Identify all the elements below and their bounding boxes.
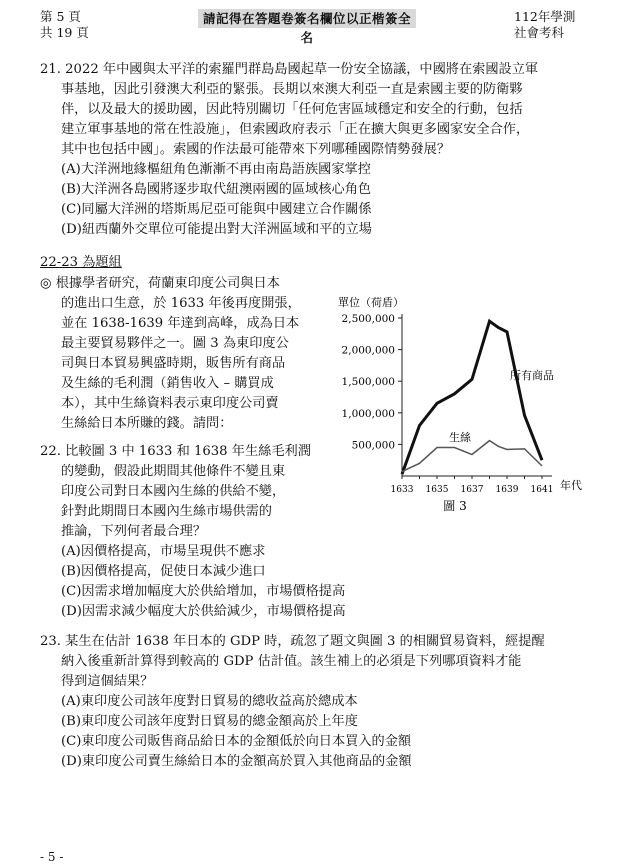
question-23-line: 23. 某生在估計 1638 年日本的 GDP 時，疏忽了題文與圖 3 的相關貿易資料，經提醒 xyxy=(40,634,545,649)
option-b[interactable]: (B)因價格提高，促使日本減少進口 xyxy=(61,564,266,579)
question-group-title: 22-23 為題組 xyxy=(40,255,122,270)
option-d[interactable]: (D)紐西蘭外交單位可能提出對大洋洲區域和平的立場 xyxy=(61,222,372,237)
chart-series xyxy=(402,321,554,474)
option-c[interactable]: (C)東印度公司販售商品給日本的金額低於向日本買入的金額 xyxy=(61,734,412,749)
option-d[interactable]: (D)東印度公司賣生絲給日本的金額高於買入其他商品的金額 xyxy=(61,754,412,769)
intro-line: 並在 1638-1639 年達到高峰，成為日本 xyxy=(61,316,300,331)
question-22-line: 推論，下列何者最合理？ xyxy=(61,524,207,539)
question-22-line: 針對此期間日本國內生絲市場供需的 xyxy=(61,504,272,519)
y-tick-label: 500,000 xyxy=(351,439,395,452)
series-label-raw-silk: 生絲 xyxy=(449,431,471,444)
question-21-line: 伴，以及最大的援助國，因此特別關切「任何危害區域穩定和安全的行動，包括 xyxy=(61,102,523,117)
question-22-line: 印度公司對日本國內生絲的供給不變， xyxy=(61,484,286,499)
question-21-line: 21. 2022 年中國與太平洋的索羅門群島島國起草一份安全協議，中國將在索國設立軍 xyxy=(40,62,539,77)
series-label-all-goods: 所有商品 xyxy=(510,369,554,382)
intro-line: 本），其中生絲資料表示東印度公司賣 xyxy=(61,396,279,411)
y-axis-label: 單位（荷盾） xyxy=(338,296,404,309)
x-axis-label: 年代 xyxy=(560,479,582,492)
x-tick-label: 1635 xyxy=(425,485,449,495)
question-21-line: 建立軍事基地的常在性設施」，但索國政府表示「正在擴大與更多國家安全合作， xyxy=(61,122,530,137)
page-footer: - 5 - xyxy=(40,850,64,864)
signature-reminder-banner: 請記得在答題卷簽名欄位以正楷簽全名 xyxy=(198,9,416,28)
question-22 xyxy=(40,442,346,622)
question-22-line: 22. 比較圖 3 中 1633 和 1638 年生絲毛利潤 xyxy=(40,444,311,459)
exam-title: 112年學測 xyxy=(514,9,576,24)
option-b[interactable]: (B)大洋洲各島國將逐步取代紐澳兩國的區域核心角色 xyxy=(61,182,372,197)
x-tick-label: 1637 xyxy=(460,485,484,495)
figure-3-chart xyxy=(320,288,590,518)
question-23 xyxy=(40,632,545,772)
intro-line: 司與日本貿易興盛時期，販售所有商品 xyxy=(61,356,286,371)
subject-title: 社會考科 xyxy=(514,25,565,40)
series-line-all-goods xyxy=(402,321,542,474)
total-pages-label: 共 19 頁 xyxy=(40,25,89,40)
intro-line: 的進出口生意，於 1633 年後再度開張， xyxy=(61,296,301,311)
y-tick-label: 1,000,000 xyxy=(341,407,395,420)
series-line-raw-silk xyxy=(402,441,542,472)
question-23-line: 得到這個結果？ xyxy=(61,674,154,689)
option-d[interactable]: (D)因需求減少幅度大於供給減少，市場價格提高 xyxy=(61,604,346,619)
question-23-line: 納入後重新計算得到較高的 GDP 估計值。該生補上的必須是下列哪項資料才能 xyxy=(61,654,522,669)
y-tick-label: 2,500,000 xyxy=(341,313,395,325)
x-tick-label: 1639 xyxy=(495,485,519,495)
figure-caption: 圖 3 xyxy=(443,499,467,513)
y-tick-label: 1,500,000 xyxy=(341,376,395,389)
option-a[interactable]: (A)大洋洲地緣樞紐角色漸漸不再由南島語族國家掌控 xyxy=(61,162,371,177)
question-22-line: 的變動，假設此期間其他條件不變且東 xyxy=(61,464,286,479)
intro-line: 及生絲的毛利潤（銷售收入 – 購買成 xyxy=(61,376,274,391)
question-21-line: 其中也包括中國」。索國的作法最可能帶來下列哪種國際情勢發展？ xyxy=(61,142,451,157)
option-c[interactable]: (C)同屬大洋洲的塔斯馬尼亞可能與中國建立合作關係 xyxy=(61,202,372,217)
x-tick-label: 1633 xyxy=(390,485,414,495)
intro-line: 生絲給日本所賺的錢。請問： xyxy=(61,416,233,431)
option-a[interactable]: (A)因價格提高，市場呈現供不應求 xyxy=(61,544,266,559)
option-a[interactable]: (A)東印度公司該年度對日貿易的總收益高於總成本 xyxy=(61,694,358,709)
page-number-label: 第 5 頁 xyxy=(40,9,81,24)
y-tick-label: 2,000,000 xyxy=(341,344,395,357)
intro-line: 最主要貿易夥伴之一。圖 3 為東印度公 xyxy=(61,336,289,351)
option-b[interactable]: (B)東印度公司該年度對日貿易的總金額高於上年度 xyxy=(61,714,358,729)
x-tick-label: 1641 xyxy=(530,485,554,495)
group-intro xyxy=(40,274,301,434)
question-21 xyxy=(40,60,538,240)
intro-line: ◎ 根據學者研究，荷蘭東印度公司與日本 xyxy=(40,276,280,291)
question-21-line: 事基地，因此引發澳大利亞的緊張。長期以來澳大利亞一直是索國主要的防衛夥 xyxy=(61,82,523,97)
option-c[interactable]: (C)因需求增加幅度大於供給增加，市場價格提高 xyxy=(61,584,346,599)
